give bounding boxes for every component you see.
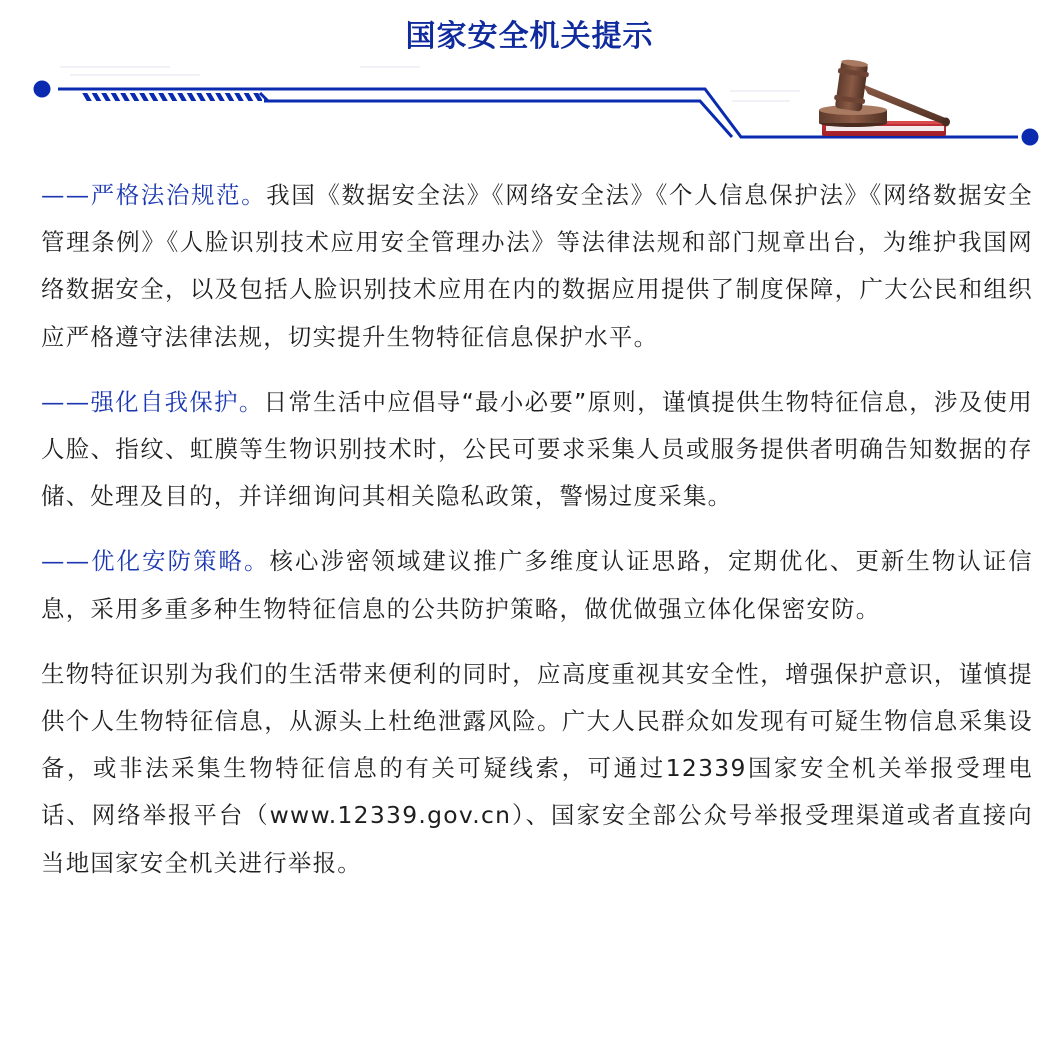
article-body <box>41 172 1033 905</box>
page-title: 国家安全机关提示 <box>405 19 654 54</box>
header-decoration <box>0 55 1059 155</box>
paragraph-text: 生物特征识别为我们的生活带来便利的同时，应高度重视其安全性，增强保护意识，谨慎提供个人生物特征信息，从源头上杜绝泄露风险。广大人民群众如发现有可疑生物信息采集设备，或非法采集生物特征信息的有关可疑线索，可通过12339国家安全机关举报受理电话、网络举报平台（www.12339.gov.cn）、国家安全部公众号举报受理渠道或者直接向当地国家安全机关进行举报。 <box>41 659 1033 877</box>
gavel-icon <box>819 58 950 136</box>
paragraph-text: 核心涉密领域建议推广多维度认证思路，定期优化、更新生物认证信息，采用多重多种生物特征信息的公共防护策略，做优做强立体化保密安防。 <box>41 547 1033 623</box>
left-dot-icon <box>34 81 51 98</box>
paragraph-legal-norms <box>41 172 1033 361</box>
paragraph-text: 我国《数据安全法》《网络安全法》《个人信息保护法》《网络数据安全管理条例》《人脸识别技术应用安全管理办法》等法律法规和部门规章出台，为维护我国网络数据安全，以及包括人脸识别技术应用在内的数据应用提供了制度保障，广大公民和组织应严格遵守法律法规，切实提升生物特征信息保护水平。 <box>41 181 1033 351</box>
paragraph-lead: ——严格法治规范。 <box>41 181 267 209</box>
paragraph-lead: ——强化自我保护。 <box>41 387 264 416</box>
paragraph-lead: ——优化安防策略。 <box>41 547 270 576</box>
right-dot-icon <box>1022 129 1039 146</box>
paragraph-reporting <box>41 651 1033 887</box>
paragraph-security-strategy <box>41 538 1033 632</box>
paragraph-self-protection <box>41 379 1033 521</box>
paragraph-text: 日常生活中应倡导“最小必要”原则，谨慎提供生物特征信息，涉及使用人脸、指纹、虹膜等生物识别技术时，公民可要求采集人员或服务提供者明确告知数据的存储、处理及目的，并详细询问其相关隐私政策，警惕过度采集。 <box>41 387 1033 511</box>
